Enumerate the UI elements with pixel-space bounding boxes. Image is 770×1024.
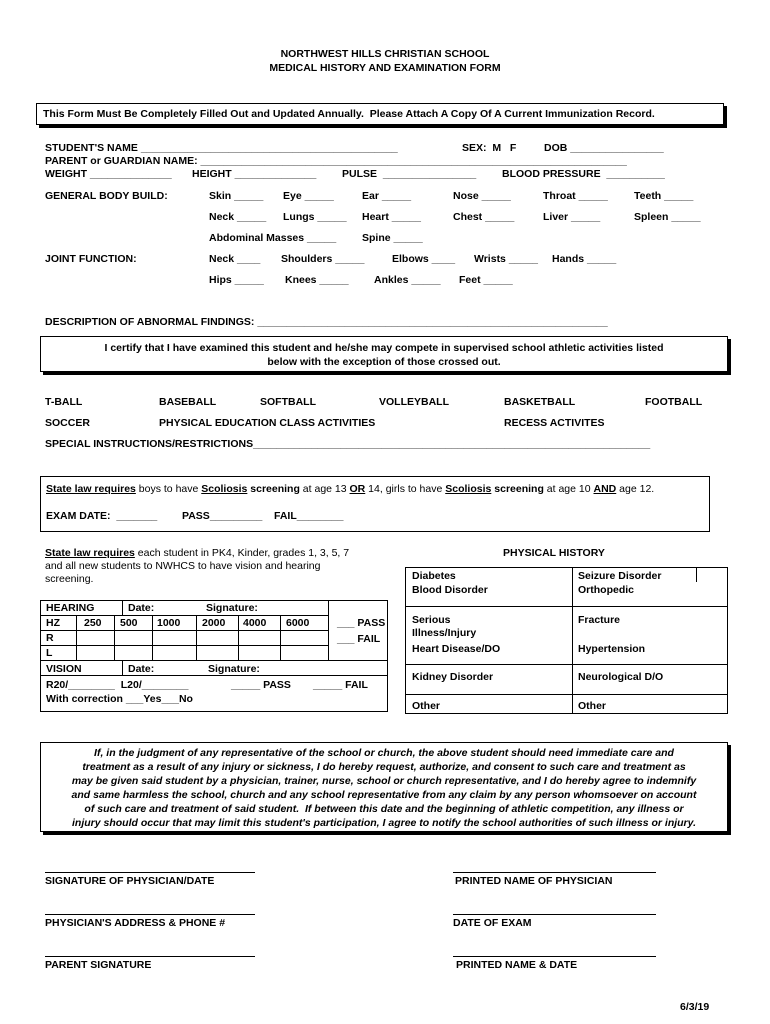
heart-field[interactable]: Heart _____ (362, 211, 421, 223)
activity-volleyball[interactable]: VOLLEYBALL (379, 396, 449, 408)
activity-tball[interactable]: T-BALL (45, 396, 83, 408)
printed-name-physician-label: PRINTED NAME OF PHYSICIAN (455, 875, 613, 887)
blood-pressure-field[interactable]: BLOOD PRESSURE __________ (502, 168, 665, 180)
body-build-label: GENERAL BODY BUILD: (45, 190, 168, 202)
hz-500: 500 (120, 617, 138, 629)
pulse-field[interactable]: PULSE ________________ (342, 168, 477, 180)
notice-text: This Form Must Be Completely Filled Out and Updated Annually. Please Attach A Copy Of A Current Immunization Record. (43, 108, 655, 120)
physical-history-title: PHYSICAL HISTORY (503, 547, 605, 559)
history-serious[interactable]: Serious (412, 614, 451, 626)
special-instructions-field[interactable]: SPECIAL INSTRUCTIONS/RESTRICTIONS____________________________________________________________________ (45, 438, 651, 450)
weight-field[interactable]: WEIGHT ______________ (45, 168, 172, 180)
release-box (40, 742, 728, 832)
scoliosis-exam-date-field[interactable]: EXAM DATE: _______ (46, 510, 158, 522)
hz-4000: 4000 (243, 617, 267, 629)
vision-requirement-line-2: and all new students to NWHCS to have vision and hearing (45, 560, 321, 572)
history-other-left[interactable]: Other (412, 700, 441, 712)
teeth-field[interactable]: Teeth _____ (634, 190, 694, 202)
release-line-4: and same harmless the school, church and any school representative from any claim by any person whomsoever on account (71, 789, 697, 801)
abnormal-findings-field[interactable]: DESCRIPTION OF ABNORMAL FINDINGS: ____________________________________________________________ (45, 316, 608, 328)
certify-box (40, 336, 728, 372)
history-seizure-disorder[interactable]: Seizure Disorder (578, 570, 662, 582)
hips-field[interactable]: Hips _____ (209, 274, 264, 286)
activity-basketball[interactable]: BASKETBALL (504, 396, 576, 408)
hearing-signature-field[interactable]: Signature: (206, 602, 258, 614)
history-blood-disorder[interactable]: Blood Disorder (412, 584, 488, 596)
parent-signature-line[interactable] (45, 956, 255, 957)
activity-pe-class[interactable]: PHYSICAL EDUCATION CLASS ACTIVITIES (159, 417, 376, 429)
history-kidney-disorder[interactable]: Kidney Disorder (412, 671, 494, 683)
activity-recess[interactable]: RECESS ACTIVITES (504, 417, 605, 429)
release-line-3: may be given said student by a physician, trainer, nurse, school or church representative, and I do hereby agree to indemnify (71, 775, 697, 787)
certify-line-2: below with the exception of those crossed out. (267, 356, 501, 368)
history-fracture[interactable]: Fracture (578, 614, 621, 626)
hz-250: 250 (84, 617, 102, 629)
scoliosis-fail-field[interactable]: FAIL________ (274, 510, 344, 522)
shoulders-field[interactable]: Shoulders _____ (281, 253, 365, 265)
release-line-1: If, in the judgment of any representative of the school or church, the above student should need immediate care and (94, 747, 674, 759)
wrists-field[interactable]: Wrists _____ (474, 253, 539, 265)
hearing-left-label: L (46, 647, 53, 659)
vision-correction-field[interactable]: With correction ___Yes___No (46, 693, 193, 705)
hz-6000: 6000 (286, 617, 310, 629)
hz-label: HZ (46, 617, 60, 629)
ear-field[interactable]: Ear _____ (362, 190, 412, 202)
physician-address-line[interactable] (45, 914, 255, 915)
history-orthopedic[interactable]: Orthopedic (578, 584, 635, 596)
history-neurological[interactable]: Neurological D/O (578, 671, 664, 683)
form-revision-date: 6/3/19 (680, 1001, 710, 1013)
vision-acuity-field[interactable]: R20/________ L20/________ (46, 679, 189, 691)
ankles-field[interactable]: Ankles _____ (374, 274, 441, 286)
activity-baseball[interactable]: BASEBALL (159, 396, 217, 408)
elbows-field[interactable]: Elbows ____ (392, 253, 456, 265)
vision-label: VISION (46, 663, 82, 675)
history-hypertension[interactable]: Hypertension (578, 643, 646, 655)
vision-requirement-line-1: State law requires each student in PK4, Kinder, grades 1, 3, 5, 7 (45, 547, 350, 559)
scoliosis-requirement: State law requires boys to have Scoliosis screening at age 13 OR 14, girls to have Scoliosis screening at age 10 AND age 12. (46, 483, 655, 495)
parent-name-field[interactable]: PARENT or GUARDIAN NAME: _________________________________________________________________________ (45, 155, 627, 167)
vision-date-field[interactable]: Date: (128, 663, 155, 675)
scoliosis-box (40, 476, 710, 532)
date-of-exam-label: DATE OF EXAM (453, 917, 532, 929)
parent-signature-label: PARENT SIGNATURE (45, 959, 152, 971)
hands-field[interactable]: Hands _____ (552, 253, 617, 265)
spine-field[interactable]: Spine _____ (362, 232, 423, 244)
history-heart-disease[interactable]: Heart Disease/DO (412, 643, 501, 655)
printed-name-date-line[interactable] (453, 956, 656, 957)
history-illness-injury[interactable]: Illness/Injury (412, 627, 477, 639)
height-field[interactable]: HEIGHT ______________ (192, 168, 317, 180)
physician-signature-line[interactable] (45, 872, 255, 873)
hearing-vision-table (40, 600, 388, 712)
certify-line-1: I certify that I have examined this student and he/she may compete in supervised school athletic activities listed (104, 342, 664, 354)
vision-pass-field[interactable]: _____ PASS (231, 679, 291, 691)
history-diabetes[interactable]: Diabetes (412, 570, 456, 582)
joint-neck-field[interactable]: Neck ____ (209, 253, 261, 265)
hearing-pass-field[interactable]: ___ PASS (337, 617, 386, 629)
sex-field[interactable]: SEX: M F (462, 142, 517, 154)
abdominal-masses-field[interactable]: Abdominal Masses _____ (209, 232, 337, 244)
form-title: MEDICAL HISTORY AND EXAMINATION FORM (269, 62, 501, 74)
hearing-fail-field[interactable]: ___ FAIL (337, 633, 381, 645)
school-name: NORTHWEST HILLS CHRISTIAN SCHOOL (280, 48, 490, 60)
printed-name-physician-line[interactable] (453, 872, 656, 873)
skin-field[interactable]: Skin _____ (209, 190, 264, 202)
lungs-field[interactable]: Lungs _____ (283, 211, 347, 223)
activity-softball[interactable]: SOFTBALL (260, 396, 316, 408)
release-line-2: treatment as a result of any injury or sickness, I do hereby request, authorize, and consent to such care and treatment as (82, 761, 686, 773)
student-name-field[interactable]: STUDENT'S NAME ____________________________________________ (45, 142, 398, 154)
physician-address-label: PHYSICIAN'S ADDRESS & PHONE # (45, 917, 226, 929)
notice-box (36, 103, 724, 125)
nose-field[interactable]: Nose _____ (453, 190, 511, 202)
hz-2000: 2000 (202, 617, 226, 629)
vision-fail-field[interactable]: _____ FAIL (313, 679, 368, 691)
neck-field[interactable]: Neck _____ (209, 211, 267, 223)
physician-signature-label: SIGNATURE OF PHYSICIAN/DATE (45, 875, 215, 887)
vision-requirement-line-3: screening. (45, 573, 94, 585)
activity-soccer[interactable]: SOCCER (45, 417, 90, 429)
hz-1000: 1000 (157, 617, 181, 629)
release-line-6: injury should occur that may limit this student's participation, I agree to notify the school authorities of such illness or injury. (71, 817, 697, 829)
date-of-exam-line[interactable] (453, 914, 656, 915)
release-line-5: of such care and treatment of said student. If between this date and the beginning of athletic competition, any illness or (84, 803, 684, 815)
hearing-right-label: R (46, 632, 54, 644)
vision-signature-field[interactable]: Signature: (208, 663, 260, 675)
printed-name-date-label: PRINTED NAME & DATE (456, 959, 578, 971)
history-other-right[interactable]: Other (578, 700, 607, 712)
hearing-date-field[interactable]: Date: (128, 602, 155, 614)
eye-field[interactable]: Eye _____ (283, 190, 334, 202)
dob-field[interactable]: DOB ________________ (544, 142, 664, 154)
spleen-field[interactable]: Spleen _____ (634, 211, 701, 223)
scoliosis-pass-field[interactable]: PASS_________ (182, 510, 263, 522)
liver-field[interactable]: Liver _____ (543, 211, 601, 223)
chest-field[interactable]: Chest _____ (453, 211, 515, 223)
throat-field[interactable]: Throat _____ (543, 190, 608, 202)
physical-history-table (405, 567, 728, 714)
activity-football[interactable]: FOOTBALL (645, 396, 703, 408)
feet-field[interactable]: Feet _____ (459, 274, 513, 286)
hearing-label: HEARING (46, 602, 95, 614)
knees-field[interactable]: Knees _____ (285, 274, 349, 286)
joint-function-label: JOINT FUNCTION: (45, 253, 137, 265)
